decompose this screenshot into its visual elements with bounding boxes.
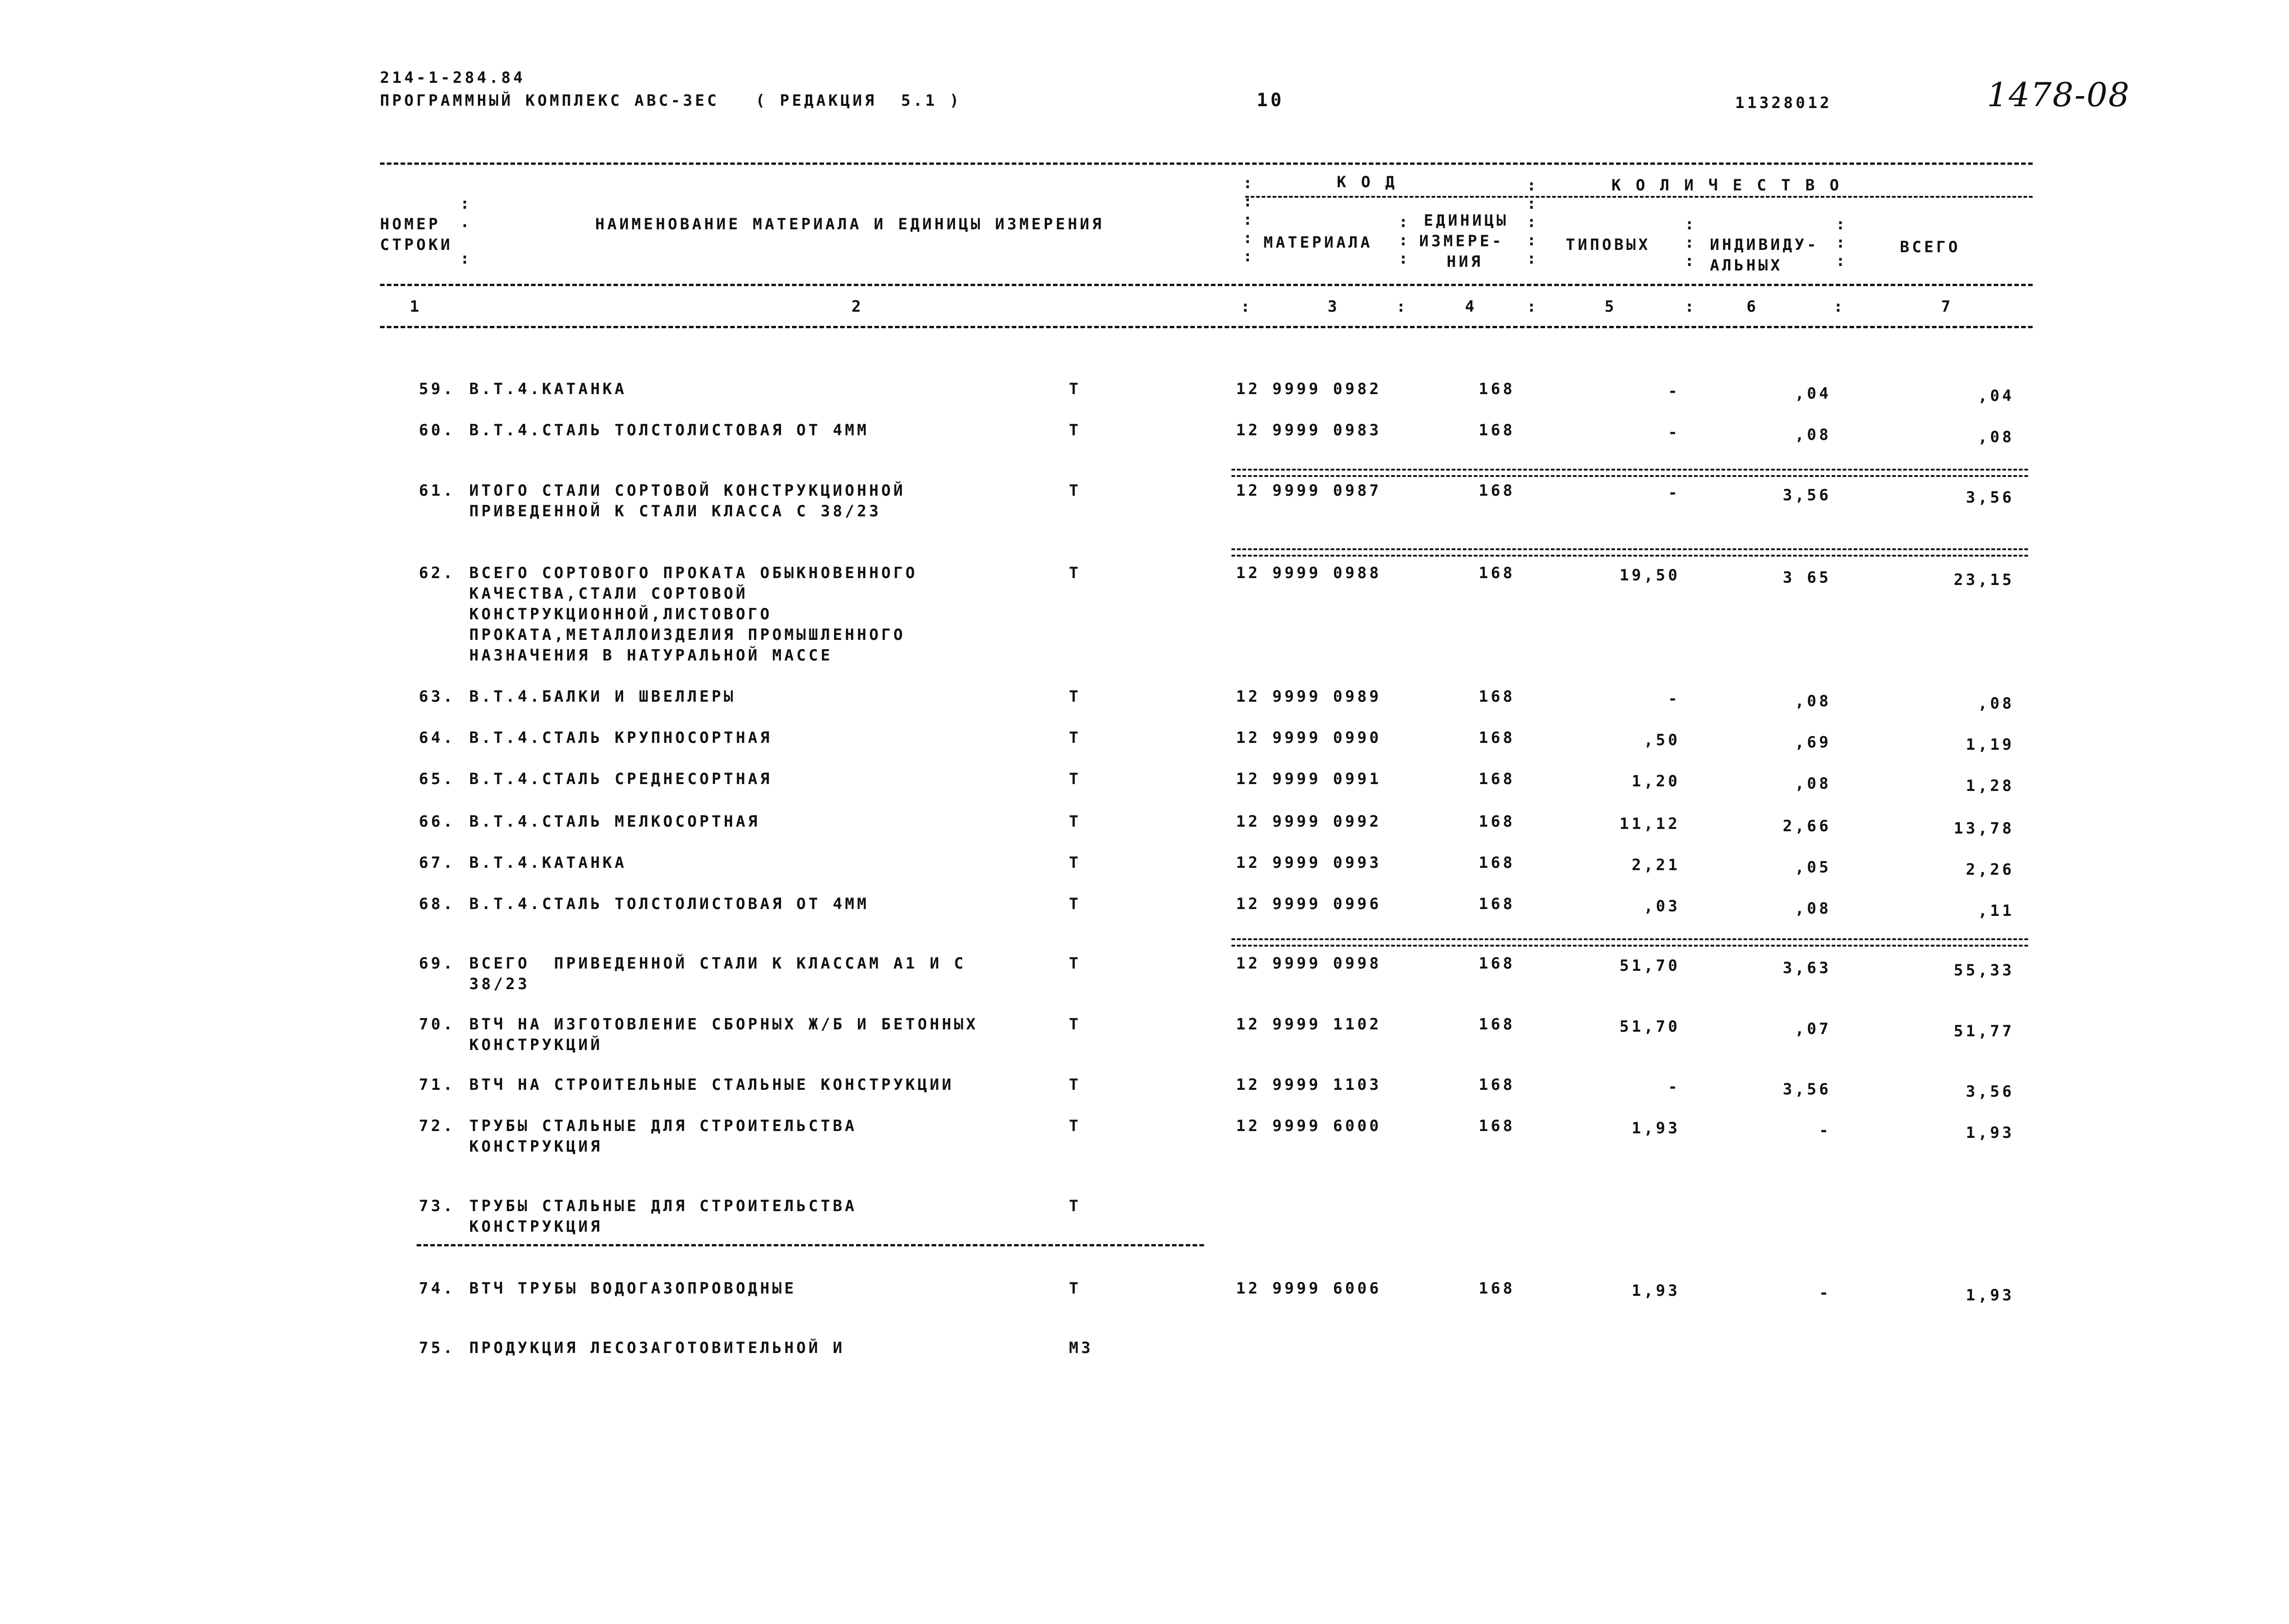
individual-heading-2: АЛЬНЫХ: [1710, 256, 1783, 275]
program-title: ПРОГРАММНЫЙ КОМПЛЕКС АВС-ЗЕС ( РЕДАКЦИЯ 5.1 ): [380, 92, 962, 110]
unit-of-measure: Т: [1069, 1076, 1081, 1094]
individual-quantity: ,69: [1795, 733, 1831, 752]
total-quantity: 13,78: [1953, 819, 2014, 838]
row-number-heading-1: НОМЕР: [380, 215, 441, 233]
material-name-line: В.Т.4.СТАЛЬ КРУПНОСОРТНАЯ: [469, 729, 772, 747]
total-quantity: ,08: [1978, 428, 2014, 446]
typical-quantity: -: [1668, 382, 1680, 401]
typical-quantity: -: [1668, 690, 1680, 708]
total-quantity: 1,93: [1966, 1124, 2014, 1142]
total-quantity: 3,56: [1966, 488, 2014, 507]
unit-code: 168: [1479, 895, 1515, 913]
material-code: 12 9999 6000: [1236, 1117, 1382, 1135]
material-code-heading: МАТЕРИАЛА: [1264, 233, 1373, 252]
row-number: 68.: [419, 895, 456, 913]
quantity-group-heading: К О Л И Ч Е С Т В О: [1611, 176, 1842, 195]
typical-quantity: ,50: [1644, 731, 1680, 749]
material-code: 12 9999 1103: [1236, 1076, 1382, 1094]
document-code: 214-1-284.84: [380, 69, 526, 87]
typical-quantity: 19,50: [1619, 566, 1680, 585]
material-name-line: В.Т.4.БАЛКИ И ШВЕЛЛЕРЫ: [469, 687, 736, 706]
column-separator: :: [1241, 298, 1253, 316]
individual-quantity: ,08: [1795, 899, 1831, 918]
unit-of-measure: Т: [1069, 1197, 1081, 1215]
unit-of-measure: Т: [1069, 812, 1081, 831]
unit-code: 168: [1479, 1279, 1515, 1298]
column-separator: :: [1833, 298, 1846, 316]
material-name-line: ТРУБЫ СТАЛЬНЫЕ ДЛЯ СТРОИТЕЛЬСТВА: [469, 1117, 857, 1135]
column-separator: :: [1527, 298, 1539, 316]
unit-of-measure: Т: [1069, 1117, 1081, 1135]
material-code: 12 9999 0992: [1236, 812, 1382, 831]
unit-code: 168: [1479, 380, 1515, 398]
unit-of-measure: Т: [1069, 421, 1081, 439]
unit-code: 168: [1479, 482, 1515, 500]
column-number-6: 6: [1747, 298, 1759, 316]
column-number-5: 5: [1605, 298, 1617, 316]
material-name-line: ВТЧ НА ИЗГОТОВЛЕНИЕ СБОРНЫХ Ж/Б И БЕТОННЫХ: [469, 1015, 978, 1034]
individual-quantity: -: [1819, 1121, 1831, 1140]
row-number: 73.: [419, 1197, 456, 1215]
unit-of-measure: Т: [1069, 687, 1081, 706]
typical-quantity: -: [1668, 423, 1680, 442]
material-name-line: В.Т.4.СТАЛЬ МЕЛКОСОРТНАЯ: [469, 812, 760, 831]
column-number-7: 7: [1941, 298, 1953, 316]
typical-quantity: 1,20: [1632, 772, 1680, 790]
individual-heading-1: ИНДИВИДУ-: [1710, 236, 1819, 254]
total-quantity: ,08: [1978, 694, 2014, 713]
material-code: 12 9999 0988: [1236, 564, 1382, 582]
material-code: 12 9999 0996: [1236, 895, 1382, 913]
material-name-line: ТРУБЫ СТАЛЬНЫЕ ДЛЯ СТРОИТЕЛЬСТВА: [469, 1197, 857, 1215]
material-name-line: В.Т.4.СТАЛЬ ТОЛСТОЛИСТОВАЯ ОТ 4ММ: [469, 421, 869, 439]
total-heading: ВСЕГО: [1900, 238, 1961, 256]
typical-quantity: 1,93: [1632, 1282, 1680, 1300]
subtotal-rule: [1231, 548, 2028, 550]
material-name-line: В.Т.4.СТАЛЬ ТОЛСТОЛИСТОВАЯ ОТ 4ММ: [469, 895, 869, 913]
unit-heading-1: ЕДИНИЦЫ: [1424, 211, 1509, 230]
row-number: 64.: [419, 729, 456, 747]
unit-of-measure: Т: [1069, 895, 1081, 913]
material-name-line: В.Т.4.КАТАНКА: [469, 380, 627, 398]
row-number: 61.: [419, 482, 456, 500]
material-code: 12 9999 0989: [1236, 687, 1382, 706]
individual-quantity: ,07: [1795, 1020, 1831, 1038]
total-quantity: ,04: [1978, 387, 2014, 405]
column-number-4: 4: [1465, 298, 1477, 316]
column-separator: :: [1396, 298, 1409, 316]
header-separator: : : :: [1685, 215, 1694, 270]
material-name-line: 38/23: [469, 975, 530, 993]
material-name-line: ПРОДУКЦИЯ ЛЕСОЗАГОТОВИТЕЛЬНОЙ И: [469, 1339, 845, 1357]
material-code: 12 9999 0983: [1236, 421, 1382, 439]
unit-of-measure: Т: [1069, 1279, 1081, 1298]
material-name-line: ВСЕГО ПРИВЕДЕННОЙ СТАЛИ К КЛАССАМ А1 И С: [469, 954, 966, 973]
unit-code: 168: [1479, 1076, 1515, 1094]
typical-quantity: -: [1668, 484, 1680, 502]
unit-code: 168: [1479, 729, 1515, 747]
header-separator: : : :: [1399, 213, 1408, 268]
column-number-2: 2: [852, 298, 864, 316]
individual-quantity: 3,56: [1783, 486, 1831, 504]
material-code: 12 9999 1102: [1236, 1015, 1382, 1034]
material-name-line: КОНСТРУКЦИОННОЙ,ЛИСТОВОГО: [469, 605, 772, 623]
header-rule: [380, 284, 2033, 286]
material-code: 12 9999 0993: [1236, 854, 1382, 872]
material-code: 12 9999 0987: [1236, 482, 1382, 500]
subtotal-rule: [1231, 555, 2028, 557]
name-heading: НАИМЕНОВАНИЕ МАТЕРИАЛА И ЕДИНИЦЫ ИЗМЕРЕНИЯ: [595, 215, 1104, 233]
typical-quantity: 51,70: [1619, 1018, 1680, 1036]
typical-heading: ТИПОВЫХ: [1566, 236, 1651, 254]
row-number: 71.: [419, 1076, 456, 1094]
row-number: 69.: [419, 954, 456, 973]
total-quantity: 55,33: [1953, 961, 2014, 980]
material-name-line: КОНСТРУКЦИЯ: [469, 1137, 603, 1156]
subtotal-rule: [1231, 475, 2028, 477]
total-quantity: 1,93: [1966, 1286, 2014, 1305]
total-quantity: 23,15: [1953, 571, 2014, 589]
material-name-line: НАЗНАЧЕНИЯ В НАТУРАЛЬНОЙ МАССЕ: [469, 646, 833, 665]
unit-code: 168: [1479, 854, 1515, 872]
unit-code: 168: [1479, 1117, 1515, 1135]
material-name-line: ПРИВЕДЕННОЙ К СТАЛИ КЛАССА С 38/23: [469, 502, 881, 520]
typical-quantity: 11,12: [1619, 815, 1680, 833]
row-number: 67.: [419, 854, 456, 872]
header-separator: : . :: [460, 195, 470, 268]
individual-quantity: ,08: [1795, 692, 1831, 710]
row-number: 72.: [419, 1117, 456, 1135]
unit-of-measure: Т: [1069, 564, 1081, 582]
subtotal-rule: [1231, 469, 2028, 471]
typical-quantity: -: [1668, 1078, 1680, 1096]
header-separator: : : : : :: [1243, 174, 1253, 265]
total-quantity: 1,28: [1966, 777, 2014, 795]
unit-code: 168: [1479, 812, 1515, 831]
header-separator: : : :: [1836, 215, 1845, 270]
unit-of-measure: Т: [1069, 954, 1081, 973]
handwritten-number: 1478-08: [1987, 76, 2131, 114]
individual-quantity: 2,66: [1783, 817, 1831, 835]
unit-code: 168: [1479, 687, 1515, 706]
material-code: 12 9999 0982: [1236, 380, 1382, 398]
unit-of-measure: Т: [1069, 770, 1081, 788]
material-name-line: ПРОКАТА,МЕТАЛЛОИЗДЕЛИЯ ПРОМЫШЛЕННОГО: [469, 626, 906, 644]
header-separator: : : : : :: [1527, 176, 1536, 268]
material-code: 12 9999 0991: [1236, 770, 1382, 788]
individual-quantity: ,08: [1795, 426, 1831, 444]
unit-heading-2: ИЗМЕРЕ-: [1419, 232, 1504, 250]
material-name-line: В.Т.4.СТАЛЬ СРЕДНЕСОРТНАЯ: [469, 770, 772, 788]
column-separator: :: [1685, 298, 1697, 316]
material-name-line: ВТЧ НА СТРОИТЕЛЬНЫЕ СТАЛЬНЫЕ КОНСТРУКЦИИ: [469, 1076, 954, 1094]
subtotal-rule: [1231, 945, 2028, 947]
unit-code: 168: [1479, 954, 1515, 973]
material-name-line: ВСЕГО СОРТОВОГО ПРОКАТА ОБЫКНОВЕННОГО: [469, 564, 918, 582]
material-code: 12 9999 0990: [1236, 729, 1382, 747]
unit-of-measure: Т: [1069, 482, 1081, 500]
typical-quantity: 1,93: [1632, 1119, 1680, 1137]
individual-quantity: 3,56: [1783, 1080, 1831, 1099]
material-name-line: В.Т.4.КАТАНКА: [469, 854, 627, 872]
subtotal-rule: [1231, 938, 2028, 940]
individual-quantity: 3,63: [1783, 959, 1831, 977]
unit-of-measure: М3: [1069, 1339, 1093, 1357]
total-quantity: ,11: [1978, 902, 2014, 920]
material-name-line: КАЧЕСТВА,СТАЛИ СОРТОВОЙ: [469, 585, 748, 603]
total-quantity: 51,77: [1953, 1022, 2014, 1040]
code-group-heading: К О Д: [1337, 173, 1398, 191]
individual-quantity: -: [1819, 1284, 1831, 1302]
material-name-line: КОНСТРУКЦИЙ: [469, 1036, 603, 1054]
total-quantity: 1,19: [1966, 736, 2014, 754]
unit-code: 168: [1479, 1015, 1515, 1034]
unit-code: 168: [1479, 421, 1515, 439]
row-number: 62.: [419, 564, 456, 582]
unit-of-measure: Т: [1069, 1015, 1081, 1034]
total-quantity: 3,56: [1966, 1083, 2014, 1101]
registration-number: 11328012: [1735, 94, 1832, 112]
row-number: 75.: [419, 1339, 456, 1357]
typical-quantity: ,03: [1644, 897, 1680, 915]
material-name-line: ВТЧ ТРУБЫ ВОДОГАЗОПРОВОДНЫЕ: [469, 1279, 797, 1298]
row-number: 59.: [419, 380, 456, 398]
material-name-line: ИТОГО СТАЛИ СОРТОВОЙ КОНСТРУКЦИОННОЙ: [469, 482, 906, 500]
row-number-heading-2: СТРОКИ: [380, 236, 453, 254]
unit-of-measure: Т: [1069, 729, 1081, 747]
individual-quantity: 3 65: [1783, 568, 1831, 587]
row-number: 66.: [419, 812, 456, 831]
individual-quantity: ,04: [1795, 384, 1831, 403]
section-rule: [417, 1244, 1204, 1246]
page-number: 10: [1257, 90, 1285, 111]
column-number-1: 1: [410, 298, 422, 316]
top-rule: [380, 162, 2033, 165]
unit-code: 168: [1479, 770, 1515, 788]
unit-heading-3: НИЯ: [1447, 253, 1483, 271]
material-code: 12 9999 0998: [1236, 954, 1382, 973]
group-rule: [1245, 196, 2033, 198]
column-numbers-rule: [380, 326, 2033, 328]
material-code: 12 9999 6006: [1236, 1279, 1382, 1298]
individual-quantity: ,05: [1795, 858, 1831, 877]
unit-of-measure: Т: [1069, 380, 1081, 398]
row-number: 74.: [419, 1279, 456, 1298]
column-number-3: 3: [1328, 298, 1340, 316]
typical-quantity: 51,70: [1619, 957, 1680, 975]
unit-of-measure: Т: [1069, 854, 1081, 872]
row-number: 65.: [419, 770, 456, 788]
row-number: 63.: [419, 687, 456, 706]
total-quantity: 2,26: [1966, 861, 2014, 879]
unit-code: 168: [1479, 564, 1515, 582]
row-number: 70.: [419, 1015, 456, 1034]
typical-quantity: 2,21: [1632, 856, 1680, 874]
individual-quantity: ,08: [1795, 774, 1831, 793]
material-name-line: КОНСТРУКЦИЯ: [469, 1218, 603, 1236]
row-number: 60.: [419, 421, 456, 439]
